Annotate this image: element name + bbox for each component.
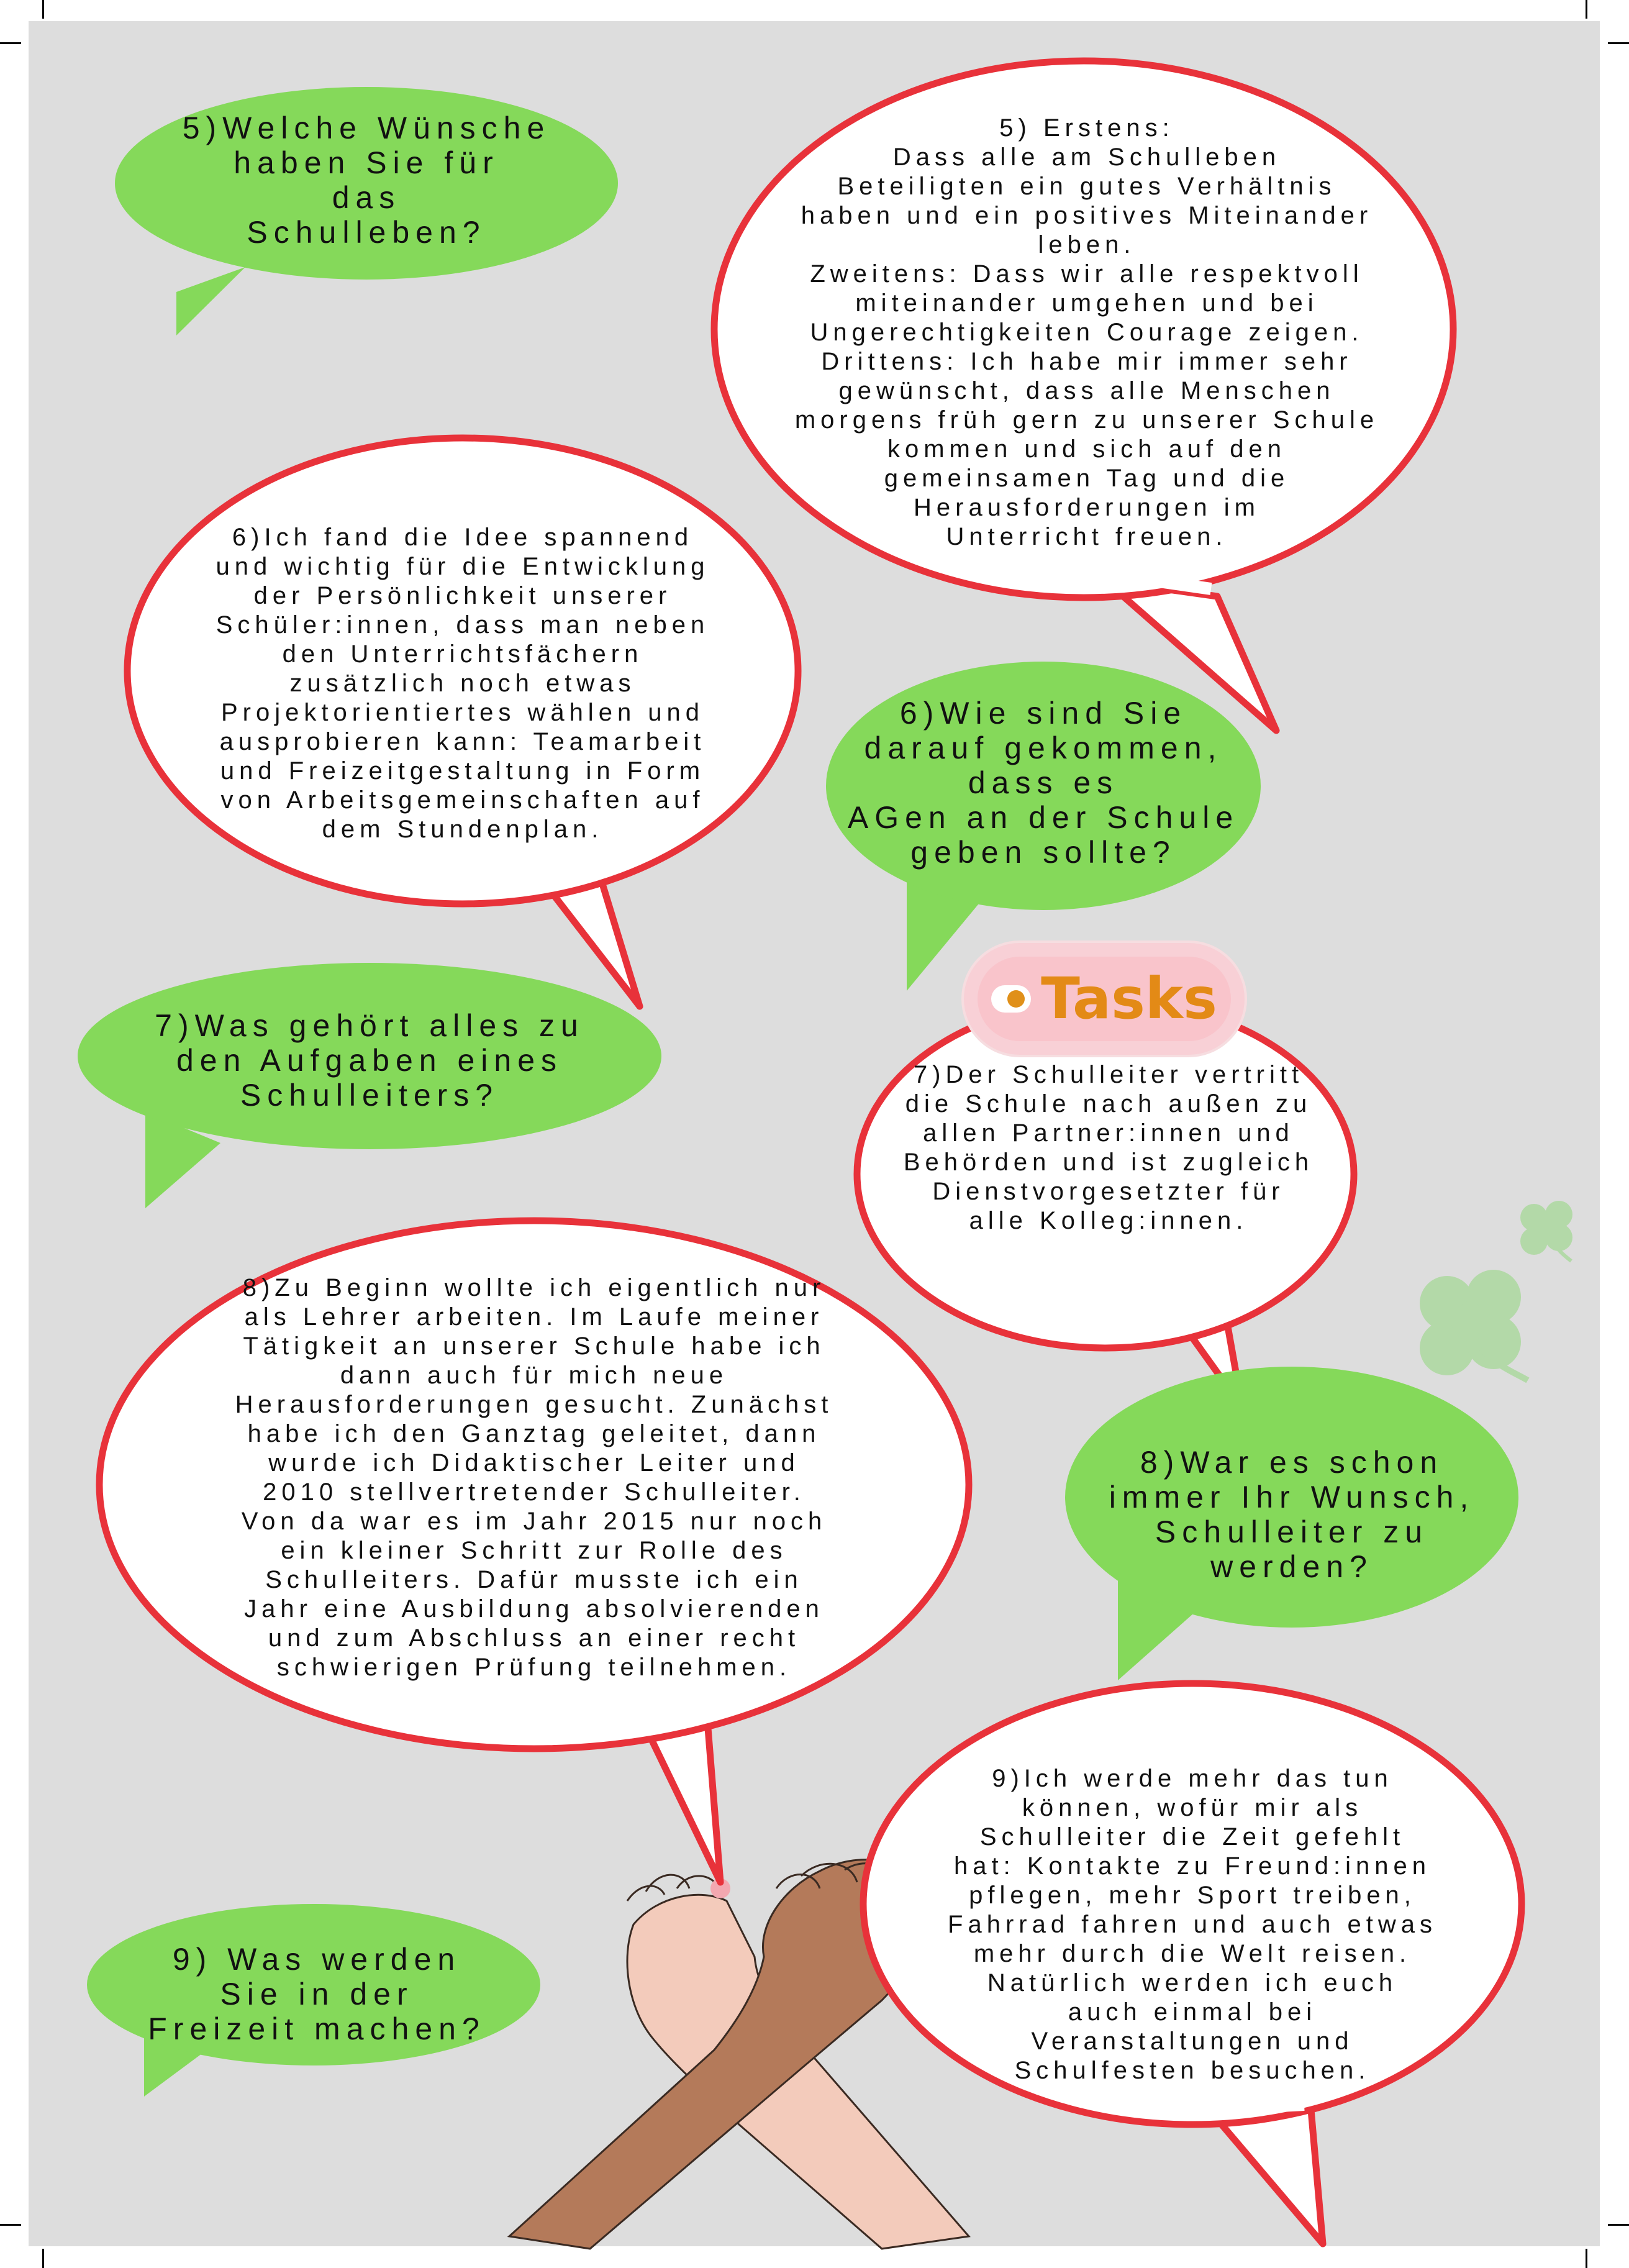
answer-9-text: 9)Ich werde mehr das tun können, wofür mir als Schulleiter die Zeit gefehlt hat: Kontakte zu Freund:innen pflegen, mehr Sport treiben, Fahrrad fahren und auch etwas mehr durch die Welt reisen. Natürlich werden ich euch auch einmal bei Veranstaltungen und Schulfesten besuchen. (948, 1765, 1437, 2084)
tasks-badge (961, 940, 1247, 1057)
tasks-label: Tasks (1041, 965, 1217, 1032)
answer-8-text: 8)Zu Beginn wollte ich eigentlich nur als Lehrer arbeiten. Im Laufe meiner Tätigkeit an unserer Schule habe ich dann auch für mich neue Herausforderungen gesucht. Zunächst habe ich den Ganztag geleitet, dann wurde ich Didaktischer Leiter und 2010 stellvertretender Schulleiter. Von da war es im Jahr 2015 nur noch ein kleiner Schritt zur Rolle des Schulleiters. Dafür musste ich ein Jahr eine Ausbildung absolvierenden und zum Abschluss an einer recht schwierigen Prüfung teilnehmen. (235, 1274, 833, 1681)
toggle-icon (991, 985, 1031, 1013)
question-7-text: 7)Was gehört alles zu den Aufgaben eines Schulleiters? (155, 1008, 584, 1113)
answer-5-text: 5) Erstens: Dass alle am Schulleben Beteiligten ein gutes Verhältnis haben und ein positives Miteinander leben. Zweitens: Dass wir alle respektvoll miteinander umgehen und bei Ungerechtigkeiten Courage zeigen. Drittens: Ich habe mir immer sehr gewünscht, dass alle Menschen morgens früh gern zu unserer Schule kommen und sich auf den gemeinsamen Tag und die Herausforderungen im Unterricht freuen. (794, 114, 1379, 550)
question-6-text: 6)Wie sind Sie darauf gekommen, dass es AGen an der Schule geben sollte? (847, 696, 1240, 870)
tasks-badge-inner (978, 957, 1231, 1041)
question-5-text: 5)Welche Wünsche haben Sie für das Schulleben? (182, 111, 551, 250)
clover-icon (1420, 1201, 1572, 1380)
answer-6-text: 6)Ich fand die Idee spannend und wichtig für die Entwicklung der Persönlichkeit unserer Schüler:innen, dass man neben den Unterrichtsfächern zusätzlich noch etwas Projektorientiertes wählen und ausprobieren kann: Teamarbeit und Freizeitgestaltung in Form von Arbeitsgemeinschaften auf dem Stundenplan. (216, 524, 710, 843)
toggle-dot (1007, 990, 1025, 1008)
question-bubble-5 (176, 267, 245, 335)
question-9-text: 9) Was werden Sie in der Freizeit machen? (148, 1942, 486, 2046)
answer-7-text: 7)Der Schulleiter vertritt die Schule nach außen zu allen Partner:innen und Behörden und ist zugleich Dienstvorgesetzter für alle Kolleg:innen. (903, 1061, 1314, 1234)
question-8-text: 8)War es schon immer Ihr Wunsch, Schulleiter zu werden? (1109, 1445, 1475, 1584)
